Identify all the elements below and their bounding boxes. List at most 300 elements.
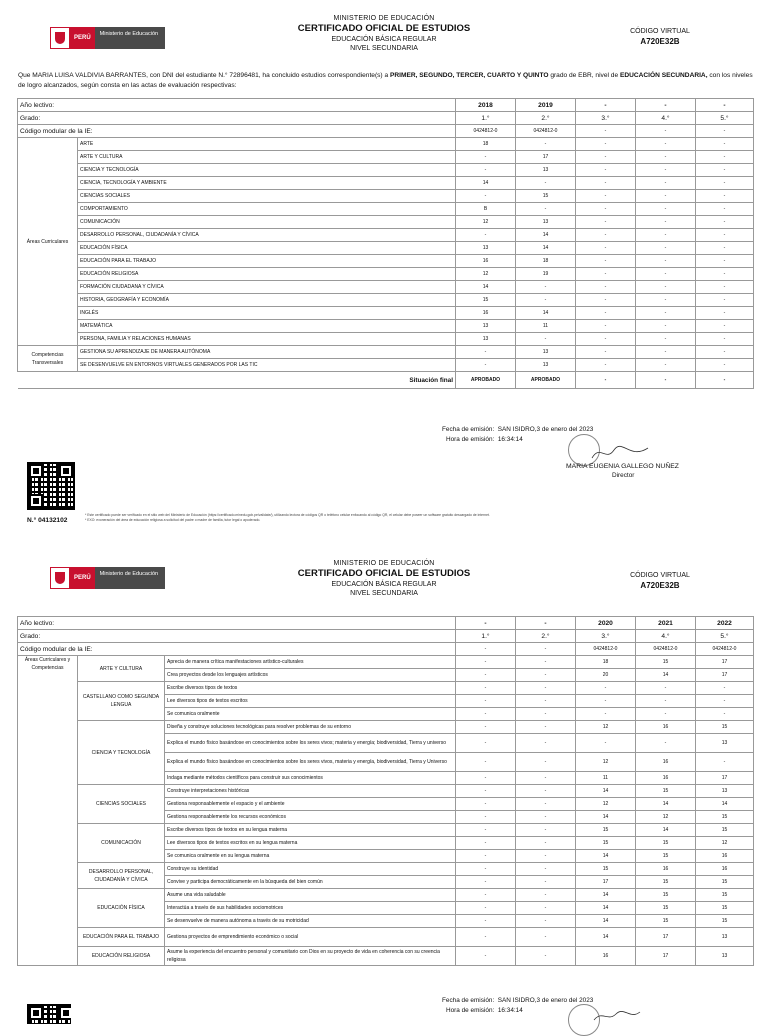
grade-value: 15 bbox=[696, 915, 754, 928]
grade-value: 14 bbox=[696, 798, 754, 811]
grade-value: - bbox=[576, 281, 636, 294]
grade-value: 14 bbox=[576, 889, 636, 902]
signature-icon bbox=[590, 442, 650, 464]
header-row-modular bbox=[18, 125, 754, 138]
competencia-name: SE DESENVUELVE EN ENTORNOS VIRTUALES GENERADOS POR LAS TIC bbox=[78, 359, 456, 372]
grade-value: 12 bbox=[576, 798, 636, 811]
grade-value: - bbox=[516, 656, 576, 669]
issue-time bbox=[446, 436, 523, 443]
grade-value: 16 bbox=[576, 947, 636, 966]
grade-value: - bbox=[636, 307, 696, 320]
header-row-modular bbox=[18, 643, 754, 656]
area-name: CIENCIAS SOCIALES bbox=[78, 190, 456, 203]
grade-value: - bbox=[636, 242, 696, 255]
grade-cell: 2.° bbox=[516, 630, 576, 643]
grade-value: - bbox=[456, 656, 516, 669]
grade-value: - bbox=[456, 889, 516, 902]
area-name: CIENCIA, TECNOLOGÍA Y AMBIENTE bbox=[78, 177, 456, 190]
grade-value: 17 bbox=[636, 947, 696, 966]
grade-value: 14 bbox=[516, 229, 576, 242]
grade-value: 12 bbox=[636, 811, 696, 824]
grades-table-page1 bbox=[17, 98, 754, 389]
table-row bbox=[18, 255, 754, 268]
grade-value: - bbox=[576, 242, 636, 255]
competencia-name: GESTIONA SU APRENDIZAJE DE MANERA AUTÓNOMA bbox=[78, 346, 456, 359]
grade-cell: 4.° bbox=[636, 630, 696, 643]
grade-value: - bbox=[456, 837, 516, 850]
year-cell: - bbox=[456, 617, 516, 630]
grade-value: - bbox=[456, 947, 516, 966]
competencia-name: Interactúa a través de sus habilidades sociomotrices bbox=[165, 902, 456, 915]
grade-value: - bbox=[696, 294, 754, 307]
grade-value: 14 bbox=[636, 824, 696, 837]
table-row bbox=[18, 268, 754, 281]
grade-value: - bbox=[576, 229, 636, 242]
competencia-name: Se desenvuelve de manera autónoma a través de su motricidad bbox=[165, 915, 456, 928]
competencia-name: Se comunica oralmente en su lengua materna bbox=[165, 850, 456, 863]
table-row bbox=[18, 242, 754, 255]
modular-code-cell: 0424812-0 bbox=[516, 125, 576, 138]
grade-value: 12 bbox=[576, 753, 636, 772]
intro-text-1: Que MARIA LUISA VALDIVIA BARRANTES, con DNI del estudiante N.° 72896481, ha concluido estudios correspondiente(s) a bbox=[18, 72, 390, 79]
grade-value: 13 bbox=[516, 359, 576, 372]
grade-value: - bbox=[456, 772, 516, 785]
director-role: Director bbox=[612, 472, 635, 479]
grade-value: 18 bbox=[456, 138, 516, 151]
logo-ministry: Ministerio de Educación bbox=[95, 27, 165, 49]
table-row bbox=[18, 333, 754, 346]
intro-paragraph bbox=[18, 71, 753, 91]
grade-value: 13 bbox=[696, 785, 754, 798]
grade-value: - bbox=[516, 333, 576, 346]
area-name: CASTELLANO COMO SEGUNDA LENGUA bbox=[78, 682, 165, 721]
grade-value: 12 bbox=[456, 268, 516, 281]
grade-value: - bbox=[696, 333, 754, 346]
table-row bbox=[18, 785, 754, 798]
competencia-name: Explica el mundo físico basándose en conocimientos sobre los seres vivos; materia y energía; biodiversidad, Tierra y universo bbox=[165, 734, 456, 753]
grade-value: - bbox=[576, 682, 636, 695]
grade-value: - bbox=[456, 682, 516, 695]
areas-group-label: Áreas Curriculares bbox=[18, 138, 78, 346]
grade-value: - bbox=[456, 785, 516, 798]
competencia-name: Explica el mundo físico basándose en conocimientos sobre los seres vivos, materia y energía, biodiversidad, Tierra y Universo bbox=[165, 753, 456, 772]
grade-value: - bbox=[636, 682, 696, 695]
situacion-final-label: Situación final bbox=[18, 372, 456, 389]
grade-value: - bbox=[636, 346, 696, 359]
grade-value: - bbox=[456, 151, 516, 164]
area-name: CIENCIA Y TECNOLOGÍA bbox=[78, 164, 456, 177]
grade-value: - bbox=[516, 281, 576, 294]
area-name: ARTE bbox=[78, 138, 456, 151]
grade-value: - bbox=[636, 268, 696, 281]
grade-value: - bbox=[516, 798, 576, 811]
grade-value: 12 bbox=[576, 721, 636, 734]
grade-value: - bbox=[456, 708, 516, 721]
grade-value: - bbox=[636, 359, 696, 372]
certificate-title: CERTIFICADO OFICIAL DE ESTUDIOS bbox=[297, 23, 471, 34]
competencia-name: Lee diversos tipos de textos escritos bbox=[165, 695, 456, 708]
modular-code-cell: 0424812-0 bbox=[456, 125, 516, 138]
grade-value: - bbox=[456, 824, 516, 837]
grade-value: - bbox=[696, 281, 754, 294]
grade-value: B bbox=[456, 203, 516, 216]
grade-value: 15 bbox=[576, 824, 636, 837]
issue-date-value: SAN ISIDRO,3 de enero del 2023 bbox=[497, 426, 594, 433]
modular-code-cell: - bbox=[516, 643, 576, 656]
grade-cell: 4.° bbox=[636, 112, 696, 125]
grade-value: - bbox=[516, 811, 576, 824]
grade-value: - bbox=[696, 229, 754, 242]
grade-value: 14 bbox=[456, 281, 516, 294]
grade-value: - bbox=[576, 138, 636, 151]
areas-competencias-group-label: Áreas Curriculares y Competencias bbox=[18, 656, 78, 966]
competencia-name: Se comunica oralmente bbox=[165, 708, 456, 721]
year-cell: 2022 bbox=[696, 617, 754, 630]
virtual-code-value: A720E32B bbox=[640, 37, 680, 46]
grade-value: - bbox=[696, 268, 754, 281]
grade-value: - bbox=[696, 346, 754, 359]
grade-label: Grado: bbox=[18, 112, 456, 125]
grade-value: - bbox=[696, 753, 754, 772]
table-row bbox=[18, 346, 754, 359]
grade-value: - bbox=[696, 708, 754, 721]
virtual-code-value: A720E32B bbox=[640, 581, 680, 590]
grade-value: 14 bbox=[576, 850, 636, 863]
issue-time-page2 bbox=[446, 1007, 523, 1014]
year-cell: 2020 bbox=[576, 617, 636, 630]
grade-value: - bbox=[696, 138, 754, 151]
grade-value: 16 bbox=[636, 721, 696, 734]
issue-date bbox=[442, 426, 593, 433]
grade-value: 13 bbox=[696, 947, 754, 966]
grade-value: 13 bbox=[516, 164, 576, 177]
issue-time-label: Hora de emisión: bbox=[446, 436, 495, 443]
modular-code-cell: - bbox=[576, 125, 636, 138]
grade-value: 14 bbox=[576, 928, 636, 947]
grade-value: - bbox=[696, 190, 754, 203]
grade-value: - bbox=[696, 242, 754, 255]
grade-value: 16 bbox=[696, 850, 754, 863]
grade-value: - bbox=[456, 721, 516, 734]
grade-value: - bbox=[576, 708, 636, 721]
table-row bbox=[18, 216, 754, 229]
status-badge: - bbox=[576, 372, 636, 389]
grade-value: - bbox=[696, 695, 754, 708]
logo-country: PERÚ bbox=[70, 27, 95, 49]
table-row bbox=[18, 307, 754, 320]
status-badge: - bbox=[636, 372, 696, 389]
grade-value: - bbox=[516, 837, 576, 850]
situacion-final-row bbox=[18, 372, 754, 389]
certificate-level: NIVEL SECUNDARIA bbox=[350, 590, 418, 597]
grade-value: - bbox=[576, 151, 636, 164]
grade-value: 12 bbox=[456, 216, 516, 229]
area-name: INGLÉS bbox=[78, 307, 456, 320]
grade-value: - bbox=[456, 915, 516, 928]
year-label: Año lectivo: bbox=[18, 99, 456, 112]
grade-value: - bbox=[576, 255, 636, 268]
grade-value: - bbox=[576, 294, 636, 307]
grade-value: 15 bbox=[696, 721, 754, 734]
area-name: COMUNICACIÓN bbox=[78, 824, 165, 863]
table-row bbox=[18, 947, 754, 966]
grade-value: - bbox=[576, 164, 636, 177]
year-cell: - bbox=[696, 99, 754, 112]
table-row bbox=[18, 164, 754, 177]
grade-value: - bbox=[636, 734, 696, 753]
grade-cell: 3.° bbox=[576, 630, 636, 643]
issue-date-page2 bbox=[442, 997, 593, 1004]
area-name: ARTE Y CULTURA bbox=[78, 151, 456, 164]
virtual-code-label: CÓDIGO VIRTUAL bbox=[630, 28, 690, 35]
grade-value: 14 bbox=[516, 242, 576, 255]
grade-value: - bbox=[576, 190, 636, 203]
modular-code-cell: 0424812-0 bbox=[636, 643, 696, 656]
grade-value: - bbox=[516, 824, 576, 837]
issue-date-label: Fecha de emisión: bbox=[442, 426, 495, 433]
grade-value: 19 bbox=[516, 268, 576, 281]
grade-cell: 5.° bbox=[696, 112, 754, 125]
table-row bbox=[18, 294, 754, 307]
grade-value: - bbox=[576, 359, 636, 372]
grade-value: - bbox=[576, 203, 636, 216]
grade-cell: 1.° bbox=[456, 630, 516, 643]
grade-value: - bbox=[576, 333, 636, 346]
grade-value: - bbox=[696, 177, 754, 190]
grade-value: - bbox=[456, 734, 516, 753]
grade-value: 11 bbox=[576, 772, 636, 785]
grade-value: 15 bbox=[636, 902, 696, 915]
issue-time-label: Hora de emisión: bbox=[446, 1007, 495, 1014]
intro-grades: PRIMER, SEGUNDO, TERCER, CUARTO Y QUINTO bbox=[389, 72, 549, 79]
grade-value: - bbox=[516, 734, 576, 753]
grade-value: - bbox=[636, 177, 696, 190]
grade-value: 13 bbox=[516, 216, 576, 229]
grade-value: - bbox=[636, 164, 696, 177]
grade-value: - bbox=[636, 203, 696, 216]
modular-code-cell: 0424812-0 bbox=[696, 643, 754, 656]
grade-value: - bbox=[456, 359, 516, 372]
director-name: MARIA EUGENIA GALLEGO NUÑEZ bbox=[566, 463, 679, 470]
grade-value: - bbox=[696, 307, 754, 320]
grade-value: 14 bbox=[516, 307, 576, 320]
certificate-subtitle: EDUCACIÓN BÁSICA REGULAR bbox=[331, 36, 437, 43]
grade-value: - bbox=[516, 915, 576, 928]
table-row bbox=[18, 863, 754, 876]
grade-value: - bbox=[576, 320, 636, 333]
area-name: COMUNICACIÓN bbox=[78, 216, 456, 229]
virtual-code-page2 bbox=[610, 572, 710, 590]
grade-value: 15 bbox=[696, 889, 754, 902]
header-row-year bbox=[18, 99, 754, 112]
grade-value: - bbox=[456, 753, 516, 772]
grade-value: 15 bbox=[636, 889, 696, 902]
grade-value: - bbox=[636, 138, 696, 151]
grade-value: - bbox=[696, 320, 754, 333]
table-row bbox=[18, 359, 754, 372]
grade-value: - bbox=[516, 138, 576, 151]
grade-value: - bbox=[576, 734, 636, 753]
competencia-name: Indaga mediante métodos científicos para construir sus conocimientos bbox=[165, 772, 456, 785]
grade-cell: 2.° bbox=[516, 112, 576, 125]
grade-value: - bbox=[516, 669, 576, 682]
grade-value: 15 bbox=[696, 902, 754, 915]
grade-value: - bbox=[456, 798, 516, 811]
certificate-header bbox=[234, 15, 534, 52]
area-name: EDUCACIÓN PARA EL TRABAJO bbox=[78, 928, 165, 947]
grade-value: - bbox=[636, 216, 696, 229]
grade-value: - bbox=[576, 216, 636, 229]
area-name: MATEMÁTICA bbox=[78, 320, 456, 333]
competencia-name: Escribe diversos tipos de textos en su lengua materna bbox=[165, 824, 456, 837]
competencia-name: Crea proyectos desde los lenguajes artísticos bbox=[165, 669, 456, 682]
grade-value: - bbox=[516, 928, 576, 947]
grade-value: - bbox=[636, 333, 696, 346]
grade-value: - bbox=[516, 294, 576, 307]
grade-value: - bbox=[516, 721, 576, 734]
verification-qr-code[interactable] bbox=[27, 462, 75, 510]
grade-value: 16 bbox=[636, 863, 696, 876]
header-row-grade bbox=[18, 112, 754, 125]
grade-value: - bbox=[636, 229, 696, 242]
grade-value: 15 bbox=[696, 811, 754, 824]
table-row bbox=[18, 281, 754, 294]
footer-notes bbox=[85, 513, 685, 523]
certificate-subtitle: EDUCACIÓN BÁSICA REGULAR bbox=[331, 581, 437, 588]
competencia-name: Lee diversos tipos de textos escritos en su lengua materna bbox=[165, 837, 456, 850]
grade-value: - bbox=[696, 164, 754, 177]
year-cell: - bbox=[636, 99, 696, 112]
grade-value: - bbox=[456, 902, 516, 915]
grade-value: 11 bbox=[516, 320, 576, 333]
grade-value: - bbox=[456, 190, 516, 203]
grade-value: - bbox=[636, 708, 696, 721]
logo-country: PERÚ bbox=[70, 567, 95, 589]
competencia-name: Gestiona responsablemente los recursos económicos bbox=[165, 811, 456, 824]
competencia-name: Asume la experiencia del encuentro personal y comunitario con Dios en su proyecto de vida en coherencia con su creencia religiosa bbox=[165, 947, 456, 966]
grade-value: - bbox=[576, 177, 636, 190]
area-name: COMPORTAMIENTO bbox=[78, 203, 456, 216]
grade-value: 17 bbox=[516, 151, 576, 164]
table-row bbox=[18, 824, 754, 837]
year-cell: 2019 bbox=[516, 99, 576, 112]
table-row bbox=[18, 682, 754, 695]
modular-label: Código modular de la IE: bbox=[18, 125, 456, 138]
grade-value: - bbox=[696, 151, 754, 164]
footer-note-qr: * Este certificado puede ser verificado en el sitio web del Ministerio de Educación (https://certificado.minedu.gob.pe/validate/), utilizando lectora de códigos QR o teléfono celular enfocando al código QR, el celular debe poseer un software gratuito descargado de internet. bbox=[85, 513, 490, 517]
table-row bbox=[18, 138, 754, 151]
grade-value: - bbox=[636, 320, 696, 333]
area-name: EDUCACIÓN FÍSICA bbox=[78, 889, 165, 928]
competencia-name: Diseña y construye soluciones tecnológicas para resolver problemas de su entorno bbox=[165, 721, 456, 734]
minedu-logo-page2 bbox=[50, 567, 165, 589]
grade-value: - bbox=[516, 850, 576, 863]
grade-value: 15 bbox=[576, 837, 636, 850]
table-row bbox=[18, 203, 754, 216]
grade-value: - bbox=[696, 255, 754, 268]
grade-value: - bbox=[576, 268, 636, 281]
grade-label: Grado: bbox=[18, 630, 456, 643]
grade-value: - bbox=[516, 902, 576, 915]
area-name: CIENCIA Y TECNOLOGÍA bbox=[78, 721, 165, 785]
intro-text-2: grado de EBR, nivel de bbox=[548, 72, 620, 79]
table-row bbox=[18, 320, 754, 333]
intro-text-3: con los niveles de logro alcanzados, según consta en las actas de evaluación respectivas: bbox=[18, 72, 753, 89]
grade-value: - bbox=[576, 346, 636, 359]
competencias-group-label: Competencias Transversales bbox=[18, 346, 78, 372]
grade-value: - bbox=[456, 928, 516, 947]
grade-value: 20 bbox=[576, 669, 636, 682]
area-name: EDUCACIÓN PARA EL TRABAJO bbox=[78, 255, 456, 268]
grade-value: 13 bbox=[696, 734, 754, 753]
grade-value: 16 bbox=[636, 753, 696, 772]
grade-value: - bbox=[456, 346, 516, 359]
grade-value: 16 bbox=[456, 255, 516, 268]
status-badge: APROBADO bbox=[456, 372, 516, 389]
grade-value: 18 bbox=[516, 255, 576, 268]
ministry-title: MINISTERIO DE EDUCACIÓN bbox=[333, 15, 435, 22]
grade-value: - bbox=[636, 255, 696, 268]
grade-value: 15 bbox=[636, 785, 696, 798]
grade-value: 16 bbox=[636, 772, 696, 785]
grade-value: 15 bbox=[696, 876, 754, 889]
competencia-name: Construye interpretaciones históricas bbox=[165, 785, 456, 798]
grade-value: - bbox=[516, 203, 576, 216]
grade-value: - bbox=[576, 695, 636, 708]
grade-value: - bbox=[516, 682, 576, 695]
grade-value: - bbox=[516, 863, 576, 876]
grade-value: 15 bbox=[636, 656, 696, 669]
grade-value: 17 bbox=[696, 772, 754, 785]
verification-qr-code-page2[interactable] bbox=[27, 1004, 71, 1024]
grade-value: 12 bbox=[696, 837, 754, 850]
grade-value: 16 bbox=[696, 863, 754, 876]
table-row bbox=[18, 889, 754, 902]
area-name: FORMACIÓN CIUDADANA Y CÍVICA bbox=[78, 281, 456, 294]
status-badge: APROBADO bbox=[516, 372, 576, 389]
competencia-name: Asume una vida saludable bbox=[165, 889, 456, 902]
modular-code-cell: - bbox=[636, 125, 696, 138]
grade-value: - bbox=[636, 695, 696, 708]
area-name: EDUCACIÓN RELIGIOSA bbox=[78, 947, 165, 966]
grades-table-page2 bbox=[17, 616, 754, 966]
competencia-name: Escribe diversos tipos de textos bbox=[165, 682, 456, 695]
competencia-name: Gestiona proyectos de emprendimiento económico o social bbox=[165, 928, 456, 947]
modular-code-cell: - bbox=[456, 643, 516, 656]
issue-date-value: SAN ISIDRO,3 de enero del 2023 bbox=[497, 997, 594, 1004]
grade-value: - bbox=[516, 947, 576, 966]
grade-value: 18 bbox=[576, 656, 636, 669]
grade-value: - bbox=[516, 753, 576, 772]
grade-value: - bbox=[516, 876, 576, 889]
grade-value: 14 bbox=[576, 915, 636, 928]
area-name: EDUCACIÓN RELIGIOSA bbox=[78, 268, 456, 281]
grade-value: 16 bbox=[456, 307, 516, 320]
grade-cell: 5.° bbox=[696, 630, 754, 643]
area-name: DESARROLLO PERSONAL, CIUDADANÍA Y CÍVICA bbox=[78, 863, 165, 889]
table-row bbox=[18, 656, 754, 669]
grade-value: 15 bbox=[696, 824, 754, 837]
issue-time-value: 16:34:14 bbox=[497, 1007, 523, 1014]
minedu-logo bbox=[50, 27, 165, 49]
grade-value: 15 bbox=[636, 915, 696, 928]
grade-value: 17 bbox=[696, 656, 754, 669]
area-name: DESARROLLO PERSONAL, CIUDADANÍA Y CÍVICA bbox=[78, 229, 456, 242]
grade-value: 15 bbox=[456, 294, 516, 307]
grade-value: 17 bbox=[636, 928, 696, 947]
grade-value: 14 bbox=[636, 798, 696, 811]
header-row-year bbox=[18, 617, 754, 630]
